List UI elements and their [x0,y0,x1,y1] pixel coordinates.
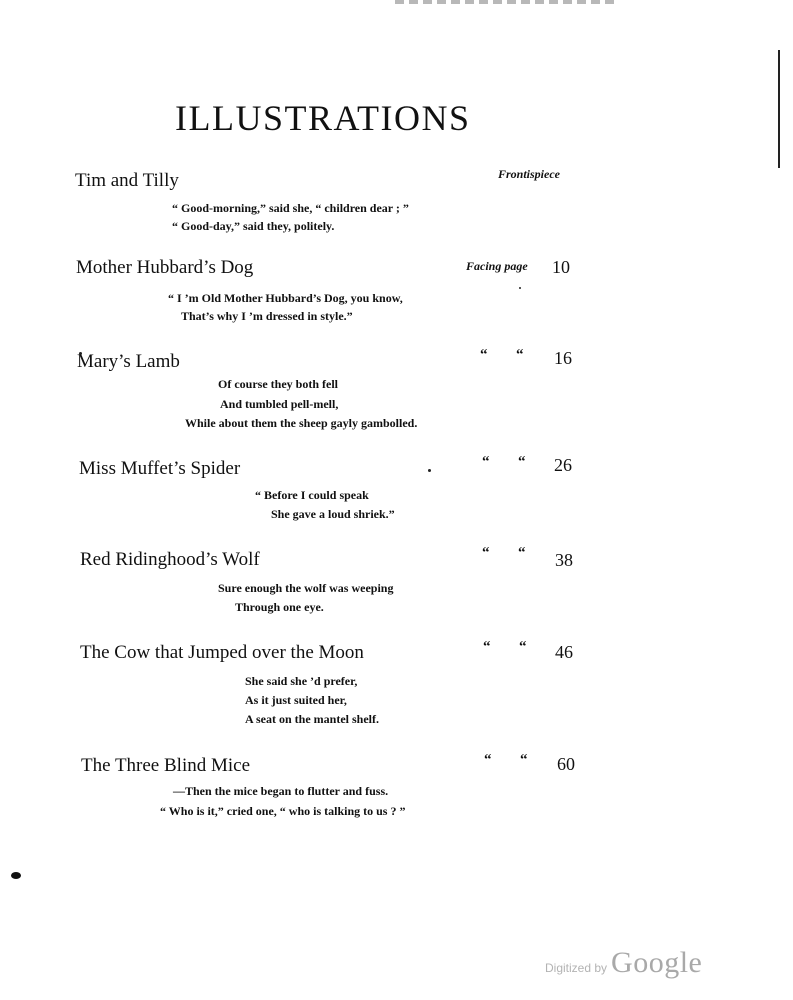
margin-ink-mark [11,872,21,879]
caption-line: That’s why I ’m dressed in style.” [181,309,353,323]
illustration-title: Tim and Tilly [75,170,179,191]
caption-line: While about them the sheep gayly gambolled. [185,416,418,430]
caption-line: And tumbled pell-mell, [220,397,339,411]
watermark-prefix: Digitized by [545,961,608,975]
reference-label: Facing page [466,259,528,273]
caption-line: “ Before I could speak [255,488,369,502]
caption-line: “ Good-day,” said they, politely. [172,219,335,233]
page-number: 46 [555,642,573,662]
ditto-mark: “ [480,347,488,363]
caption-line: As it just suited her, [245,693,347,707]
ditto-mark: “ [519,639,527,655]
google-logo: Google [611,946,703,979]
illustration-reference [498,161,560,186]
caption-line: A seat on the mantel shelf. [245,712,379,726]
caption-line: She said she ’d prefer, [245,674,358,688]
illustration-title: Red Ridinghood’s Wolf [80,549,260,570]
illustration-title: Mary’s Lamb [77,351,180,372]
caption-line: —Then the mice began to flutter and fuss. [173,784,389,798]
bleed-through-text [395,0,615,4]
ditto-mark: “ [520,752,528,768]
digitized-by-watermark [545,946,702,980]
reference-label: Frontispiece [498,167,560,181]
caption-line: Through one eye. [235,600,324,614]
illustration-title: Mother Hubbard’s Dog [76,257,254,278]
page-title: ILLUSTRATIONS [175,98,471,138]
page-number: 26 [554,455,572,475]
illustration-title: Miss Muffet’s Spider [79,458,241,479]
illustration-title: The Three Blind Mice [81,755,251,776]
caption-line: Of course they both fell [218,377,338,391]
caption-line: She gave a loud shriek.” [271,507,395,521]
page-edge-line [778,50,780,168]
ditto-mark: “ [482,454,490,470]
page-number: 38 [555,550,573,570]
caption-line: “ Good-morning,” said she, “ children dear ; ” [172,201,409,215]
ditto-mark: “ [518,545,526,561]
page-number: 10 [552,257,570,277]
illustration-title: The Cow that Jumped over the Moon [80,642,364,663]
caption-line: “ I ’m Old Mother Hubbard’s Dog, you know, [168,291,403,305]
ditto-mark: “ [516,347,524,363]
page-number: 60 [557,754,575,774]
caption-line: Sure enough the wolf was weeping [218,581,394,595]
ditto-mark: “ [484,752,492,768]
ink-speck [519,287,521,289]
illustration-reference [466,253,528,278]
caption-line: “ Who is it,” cried one, “ who is talking to us ? ” [160,804,406,818]
ink-speck [428,469,431,472]
ditto-mark: “ [482,545,490,561]
page-number: 16 [554,348,572,368]
ditto-mark: “ [483,639,491,655]
ditto-mark: “ [518,454,526,470]
